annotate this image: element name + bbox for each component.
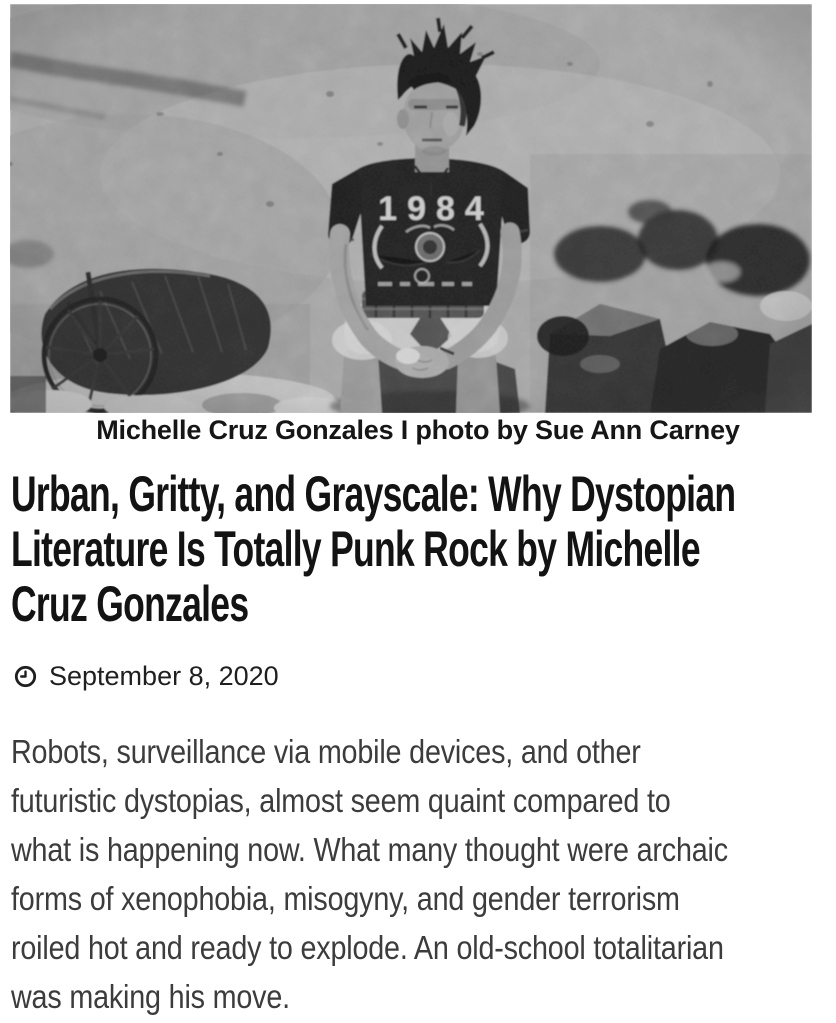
- photo-illustration: [10, 4, 812, 413]
- article-title: Urban, Gritty, and Grayscale: Why Dystopian Literature Is Totally Punk Rock by Michelle Cruz Gonzales: [11, 466, 736, 632]
- article-body: Robots, surveillance via mobile devices, and other futuristic dystopias, almost seem quaint compared to what is happening now. What many thought were archaic forms of xenophobia, misogyny, and gender terrorism roiled hot and ready to explode. An old-school totalitarian was making his move.: [11, 733, 728, 1015]
- clock-icon: [14, 665, 37, 688]
- photo-caption: Michelle Cruz Gonzales I photo by Sue Ann Carney: [96, 415, 740, 445]
- post-date: [14, 659, 279, 693]
- article-photo: [10, 4, 812, 413]
- post-date-text: September 8, 2020: [49, 661, 279, 691]
